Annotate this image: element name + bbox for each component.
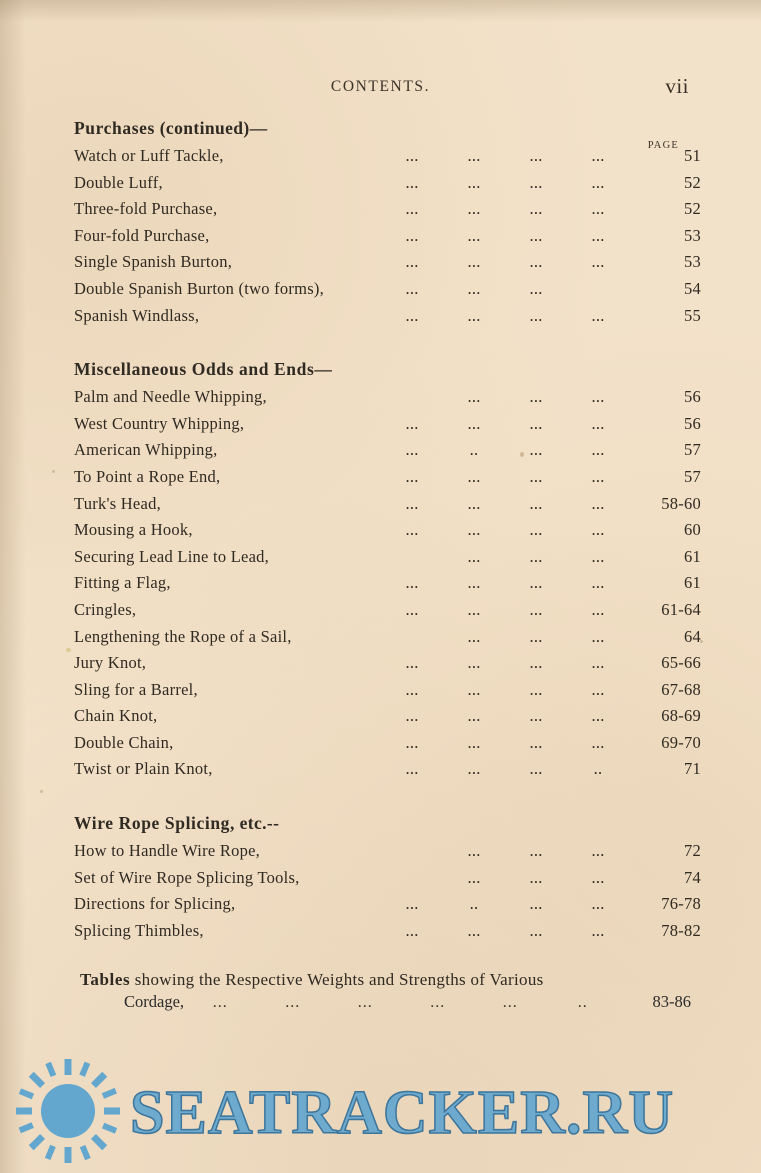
toc-dots: ... — [529, 546, 543, 566]
toc-row[interactable] — [74, 276, 701, 303]
toc-dots: ... — [405, 573, 419, 593]
toc-dots: ... — [529, 679, 543, 699]
section-heading-purchases — [74, 118, 701, 139]
toc-dots: ... — [357, 994, 373, 1012]
toc-entry-table — [74, 384, 701, 783]
toc-entry-title: Set of Wire Rope Splicing Tools, — [74, 867, 300, 887]
toc-page-number: 57 — [684, 466, 701, 486]
toc-dots: ... — [529, 252, 543, 272]
toc-row[interactable] — [74, 624, 701, 651]
toc-entry-title: Twist or Plain Knot, — [74, 759, 213, 779]
toc-dots: ... — [467, 546, 481, 566]
section-heading-lead: Purchases — [74, 118, 155, 138]
toc-dots: ... — [467, 599, 481, 619]
toc-dots — [381, 544, 443, 571]
toc-row[interactable] — [74, 570, 701, 597]
toc-entry-title: Splicing Thimbles, — [74, 920, 204, 940]
toc-dots: ... — [405, 413, 419, 433]
toc-dots: ... — [529, 894, 543, 914]
toc-entry-title: West Country Whipping, — [74, 413, 245, 433]
toc-dots: ... — [467, 493, 481, 513]
toc-entry-title: Double Chain, — [74, 732, 174, 752]
toc-entry-title: Mousing a Hook, — [74, 520, 193, 540]
toc-dots: ... — [467, 679, 481, 699]
toc-dots: ... — [591, 599, 605, 619]
page-folio: vii — [665, 74, 689, 98]
toc-dots: ... — [591, 653, 605, 673]
toc-page-number: 54 — [684, 278, 701, 298]
toc-page-number: 56 — [684, 387, 701, 407]
toc-dots: ... — [591, 440, 605, 460]
toc-dots: ... — [591, 305, 605, 325]
toc-row[interactable] — [74, 196, 701, 223]
toc-entry-title: Double Spanish Burton (two forms), — [74, 278, 325, 298]
toc-dots: ... — [467, 920, 481, 940]
watermark-text: SEATRACKER.RU — [130, 1079, 675, 1147]
toc-dots: ... — [529, 387, 543, 407]
toc-page-number: 51 — [684, 146, 701, 165]
toc-row[interactable] — [74, 544, 701, 571]
toc-dots: ... — [529, 759, 543, 779]
toc-dots: ... — [591, 146, 605, 165]
toc-page-number: 52 — [684, 172, 701, 192]
toc-page-number: 61-64 — [661, 599, 701, 619]
toc-entry-tables-lead: Tables — [80, 970, 131, 990]
toc-dots: ... — [529, 278, 543, 298]
toc-dots: .. — [469, 894, 479, 914]
toc-dots: ... — [405, 199, 419, 219]
toc-row[interactable] — [74, 303, 701, 330]
toc-dots: ... — [591, 626, 605, 646]
toc-dots: ... — [529, 466, 543, 486]
toc-dots: ... — [591, 706, 605, 726]
toc-dots: ... — [467, 732, 481, 752]
page-edge-shadow-left — [0, 0, 26, 1173]
toc-dots: .. — [577, 994, 588, 1012]
toc-row[interactable] — [74, 865, 701, 892]
toc-row[interactable] — [74, 491, 701, 518]
toc-dots: ... — [529, 520, 543, 540]
toc-dots: ... — [529, 199, 543, 219]
toc-dots: ... — [405, 172, 419, 192]
toc-dots: ... — [405, 466, 419, 486]
toc-dots: ... — [591, 520, 605, 540]
toc-entry-tables-line2 — [74, 992, 701, 1012]
toc-dots: ... — [591, 466, 605, 486]
toc-dots: .. — [593, 759, 603, 779]
toc-dots: ... — [467, 573, 481, 593]
toc-row[interactable] — [74, 838, 701, 865]
toc-entry-table — [74, 143, 701, 329]
toc-dots — [381, 624, 443, 651]
toc-row[interactable] — [74, 891, 701, 918]
toc-row[interactable] — [74, 677, 701, 704]
toc-dots: ... — [405, 440, 419, 460]
toc-page-number: 55 — [684, 305, 701, 325]
toc-dots: ... — [529, 225, 543, 245]
toc-dots: ... — [405, 653, 419, 673]
toc-entry-title: Turk's Head, — [74, 493, 161, 513]
toc-entry-title: Watch or Luff Tackle, — [74, 146, 224, 165]
toc-page-number: 65-66 — [661, 653, 701, 673]
toc-row[interactable] — [74, 384, 701, 411]
toc-dots: ... — [529, 172, 543, 192]
toc-dots: ... — [591, 225, 605, 245]
toc-row[interactable] — [74, 437, 701, 464]
toc-dots: ... — [591, 546, 605, 566]
toc-dots: ... — [467, 759, 481, 779]
toc-entry-tables[interactable] — [74, 970, 701, 1012]
toc-page-number: 53 — [684, 225, 701, 245]
toc-entry-title: Cringles, — [74, 599, 137, 619]
toc-dots: ... — [467, 867, 481, 887]
page-header — [0, 74, 761, 102]
toc-dots: ... — [529, 413, 543, 433]
toc-dots: ... — [591, 252, 605, 272]
toc-page-number: 64 — [684, 626, 701, 646]
toc-dots: ... — [591, 841, 605, 861]
toc-entry-title: To Point a Rope End, — [74, 466, 221, 486]
watermark — [8, 1055, 753, 1167]
toc-entry-title: Spanish Windlass, — [74, 305, 200, 325]
toc-dots: ... — [405, 894, 419, 914]
toc-dots: ... — [405, 732, 419, 752]
toc-entry-title: Jury Knot, — [74, 653, 147, 673]
toc-page-number: 71 — [684, 759, 701, 779]
toc-section-miscellaneous — [74, 359, 701, 783]
toc-dots: ... — [405, 520, 419, 540]
toc-row[interactable] — [74, 143, 701, 170]
toc-dots: ... — [405, 278, 419, 298]
toc-dots: ... — [212, 994, 228, 1012]
toc-page-number: 53 — [684, 252, 701, 272]
toc-dots: ... — [502, 994, 518, 1012]
toc-page-number: 68-69 — [661, 706, 701, 726]
toc-dots: ... — [467, 146, 481, 165]
toc-dots: ... — [591, 920, 605, 940]
toc-entry-title: American Whipping, — [74, 440, 218, 460]
section-heading-wire-rope-splicing — [74, 813, 701, 834]
toc-dots: ... — [467, 252, 481, 272]
toc-row[interactable] — [74, 170, 701, 197]
toc-dots: ... — [467, 520, 481, 540]
toc-dots: ... — [591, 413, 605, 433]
toc-dots: ... — [529, 920, 543, 940]
table-of-contents — [74, 118, 701, 1012]
toc-entry-table — [74, 838, 701, 944]
toc-dots: ... — [405, 759, 419, 779]
toc-dots: ... — [405, 706, 419, 726]
page-title: CONTENTS. — [330, 78, 431, 95]
section-heading-rest: , etc.-- — [230, 813, 280, 834]
toc-dots: ... — [467, 413, 481, 433]
toc-entry-title: Fitting a Flag, — [74, 573, 171, 593]
toc-page-number: 72 — [684, 841, 701, 861]
toc-dots: ... — [529, 706, 543, 726]
sun-burst-icon — [16, 1059, 120, 1163]
toc-dots: ... — [591, 679, 605, 699]
toc-row[interactable] — [74, 223, 701, 250]
toc-entry-tables-subtitle: Cordage, — [124, 992, 185, 1012]
toc-dots: ... — [430, 994, 446, 1012]
toc-dots: ... — [529, 626, 543, 646]
toc-dots: ... — [405, 225, 419, 245]
toc-dots: ... — [285, 994, 301, 1012]
toc-dots: ... — [405, 920, 419, 940]
section-heading-rest: (continued)— — [154, 118, 268, 138]
toc-row[interactable] — [74, 597, 701, 624]
toc-dots: ... — [529, 305, 543, 325]
toc-page-number: 74 — [684, 867, 701, 887]
toc-dots: ... — [467, 305, 481, 325]
toc-page-number: 52 — [684, 199, 701, 219]
toc-dots — [381, 838, 443, 865]
toc-page-number: 69-70 — [661, 732, 701, 752]
toc-entry-title: Lengthening the Rope of a Sail, — [74, 626, 292, 646]
toc-dots: ... — [405, 493, 419, 513]
toc-dots — [381, 865, 443, 892]
toc-row[interactable] — [74, 918, 701, 945]
toc-dots: ... — [529, 146, 543, 165]
toc-dots: ... — [529, 653, 543, 673]
toc-entry-title: Palm and Needle Whipping, — [74, 387, 267, 407]
section-heading-lead: Wire Rope Splicing — [74, 813, 231, 834]
toc-dots: .. — [469, 440, 479, 460]
toc-page-number: 61 — [684, 573, 701, 593]
toc-page-number: 57 — [684, 440, 701, 460]
toc-dots: ... — [467, 706, 481, 726]
toc-dots: ... — [467, 466, 481, 486]
toc-entry-title: Securing Lead Line to Lead, — [74, 546, 270, 566]
toc-dots — [381, 384, 443, 411]
section-heading-miscellaneous — [74, 359, 701, 380]
toc-dots: ... — [591, 573, 605, 593]
toc-dots — [567, 276, 629, 303]
page-edge-shadow-top — [0, 0, 761, 22]
toc-dots: ... — [405, 146, 419, 165]
toc-dots: ... — [467, 841, 481, 861]
toc-dots: ... — [467, 387, 481, 407]
toc-row[interactable] — [74, 517, 701, 544]
toc-dots: ... — [467, 225, 481, 245]
toc-entry-tables-line1 — [74, 970, 701, 990]
toc-row[interactable] — [74, 703, 701, 730]
toc-page-number: 56 — [684, 413, 701, 433]
toc-dots: ... — [529, 573, 543, 593]
toc-row[interactable] — [74, 249, 701, 276]
toc-page-number: 83-86 — [652, 992, 692, 1012]
toc-dots: ... — [405, 252, 419, 272]
toc-page-number: 78-82 — [661, 920, 701, 940]
section-heading-lead: Miscellaneous Odds and Ends — [74, 359, 315, 380]
toc-dots: ... — [591, 493, 605, 513]
section-heading-rest: — — [314, 359, 333, 380]
toc-entry-title: Sling for a Barrel, — [74, 679, 198, 699]
toc-row[interactable] — [74, 650, 701, 677]
toc-row[interactable] — [74, 756, 701, 783]
toc-entry-title: Three-fold Purchase, — [74, 199, 218, 219]
toc-section-wire-rope-splicing — [74, 813, 701, 944]
toc-dots: ... — [405, 599, 419, 619]
toc-row[interactable] — [74, 464, 701, 491]
toc-entry-title: Directions for Splicing, — [74, 894, 236, 914]
toc-dots: ... — [467, 172, 481, 192]
toc-page-number: 58-60 — [661, 493, 701, 513]
toc-dots: ... — [405, 679, 419, 699]
toc-page-number: 76-78 — [661, 894, 701, 914]
toc-dots: ... — [529, 732, 543, 752]
toc-dots: ... — [529, 493, 543, 513]
toc-dots: ... — [591, 199, 605, 219]
toc-entry-title: How to Handle Wire Rope, — [74, 841, 261, 861]
toc-entry-title: Four-fold Purchase, — [74, 225, 210, 245]
toc-dots: ... — [529, 867, 543, 887]
toc-dots: ... — [591, 894, 605, 914]
toc-entry-tables-rest: showing the Respective Weights and Strengths of Various — [130, 970, 544, 990]
toc-dots: ... — [467, 626, 481, 646]
toc-dots: ... — [591, 387, 605, 407]
toc-page-number: 67-68 — [661, 679, 701, 699]
toc-section-purchases — [74, 118, 701, 329]
toc-dots: ... — [405, 305, 419, 325]
toc-page-number: 60 — [684, 520, 701, 540]
toc-dots: ... — [467, 653, 481, 673]
toc-dots: ... — [529, 841, 543, 861]
toc-row[interactable] — [74, 730, 701, 757]
toc-dots: ... — [591, 867, 605, 887]
page-column-header: PAGE — [647, 140, 679, 151]
toc-dots: ... — [591, 732, 605, 752]
toc-dots: ... — [529, 599, 543, 619]
toc-dots: ... — [591, 172, 605, 192]
toc-entry-title: Single Spanish Burton, — [74, 252, 233, 272]
toc-dots: ... — [529, 440, 543, 460]
toc-page-number: 61 — [684, 546, 701, 566]
toc-dots: ... — [467, 278, 481, 298]
toc-row[interactable] — [74, 411, 701, 438]
toc-entry-title: Chain Knot, — [74, 706, 158, 726]
toc-entry-title: Double Luff, — [74, 172, 163, 192]
toc-dots: ... — [467, 199, 481, 219]
